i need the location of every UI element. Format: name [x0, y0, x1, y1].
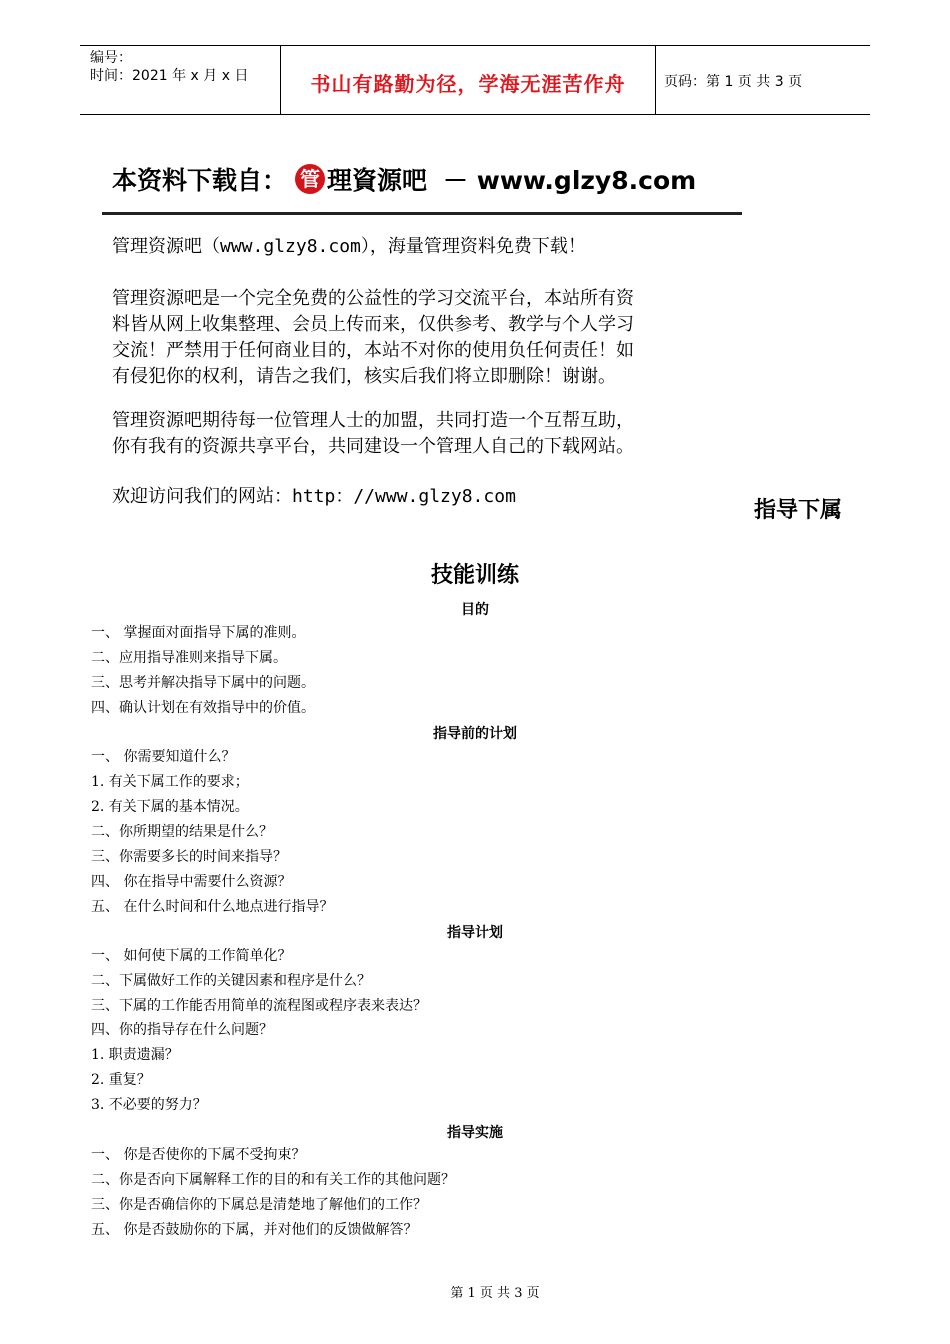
list-item: 三、你是否确信你的下属总是清楚地了解他们的工作？ — [91, 1197, 427, 1213]
list-item: 1. 有关下属工作的要求； — [91, 774, 249, 790]
section-heading: 指导前的计划 — [433, 725, 517, 741]
list-item: 2. 有关下属的基本情况。 — [91, 799, 249, 815]
list-item: 四、 你在指导中需要什么资源？ — [91, 874, 292, 890]
time-label: 时间：2021 年 x 月 x 日 — [90, 68, 249, 84]
header-meta-cell — [80, 46, 281, 114]
section-heading: 指导实施 — [447, 1124, 503, 1140]
list-item: 一、 你是否使你的下属不受拘束？ — [91, 1147, 306, 1163]
list-item: 2. 重复？ — [91, 1072, 151, 1088]
motto: 书山有路勤为径，学海无涯苦作舟 — [310, 72, 626, 96]
number-label: 编号： — [90, 50, 132, 66]
ad-line: 交流！严禁用于任何商业目的，本站不对你的使用负任何责任！如 — [112, 340, 634, 361]
list-item: 一、 掌握面对面指导下属的准则。 — [91, 625, 306, 641]
banner-site-name: 理資源吧 — [327, 166, 428, 195]
list-item: 二、应用指导准则来指导下属。 — [91, 650, 287, 666]
section-heading: 指导计划 — [447, 924, 503, 940]
banner-divider — [102, 212, 742, 215]
list-item: 3. 不必要的努力？ — [91, 1097, 207, 1113]
ad-visit-line: 欢迎访问我们的网站：http：//www.glzy8.com — [112, 486, 516, 507]
page-info: 页码：第 1 页 共 3 页 — [664, 74, 803, 90]
list-item: 五、 你是否鼓励你的下属，并对他们的反馈做解答？ — [91, 1222, 418, 1238]
main-title: 技能训练 — [430, 562, 519, 587]
ad-line: 管理资源吧期待每一位管理人士的加盟，共同打造一个互帮互助， — [112, 410, 634, 431]
list-item: 二、下属做好工作的关键因素和程序是什么？ — [91, 973, 371, 989]
ad-line: 料皆从网上收集整理、会员上传而来，仅供参考、教学与个人学习 — [112, 314, 634, 335]
section-heading: 目的 — [461, 601, 489, 617]
ad-intro-line: 管理资源吧（www.glzy8.com），海量管理资料免费下载！ — [112, 236, 586, 257]
list-item: 一、 你需要知道什么？ — [91, 749, 236, 765]
banner-text — [112, 160, 696, 198]
list-item: 1. 职责遗漏？ — [91, 1047, 179, 1063]
header-motto-cell — [281, 46, 656, 114]
list-item: 五、 在什么时间和什么地点进行指导？ — [91, 899, 334, 915]
site-logo-icon: 管 — [295, 164, 325, 194]
document-header — [80, 45, 870, 115]
list-item: 三、下属的工作能否用简单的流程图或程序表来表达？ — [91, 998, 427, 1014]
page-footer: 第 1 页 共 3 页 — [450, 1286, 540, 1301]
banner-prefix: 本资料下载自： — [112, 166, 288, 195]
header-page-cell — [656, 46, 870, 114]
list-item: 三、思考并解决指导下属中的问题。 — [91, 675, 315, 691]
document-title: 指导下属 — [754, 497, 843, 522]
list-item: 二、你所期望的结果是什么？ — [91, 824, 273, 840]
ad-line: 你有我有的资源共享平台，共同建设一个管理人自己的下载网站。 — [112, 436, 634, 457]
list-item: 一、 如何使下属的工作简单化？ — [91, 948, 292, 964]
list-item: 二、你是否向下属解释工作的目的和有关工作的其他问题？ — [91, 1172, 455, 1188]
list-item: 四、确认计划在有效指导中的价值。 — [91, 700, 315, 716]
download-banner — [112, 160, 752, 200]
ad-line: 有侵犯你的权利，请告之我们，核实后我们将立即删除！谢谢。 — [112, 366, 616, 387]
banner-url: － www.glzy8.com — [443, 166, 697, 195]
list-item: 四、你的指导存在什么问题？ — [91, 1022, 273, 1038]
list-item: 三、你需要多长的时间来指导？ — [91, 849, 287, 865]
ad-line: 管理资源吧是一个完全免费的公益性的学习交流平台，本站所有资 — [112, 288, 634, 309]
